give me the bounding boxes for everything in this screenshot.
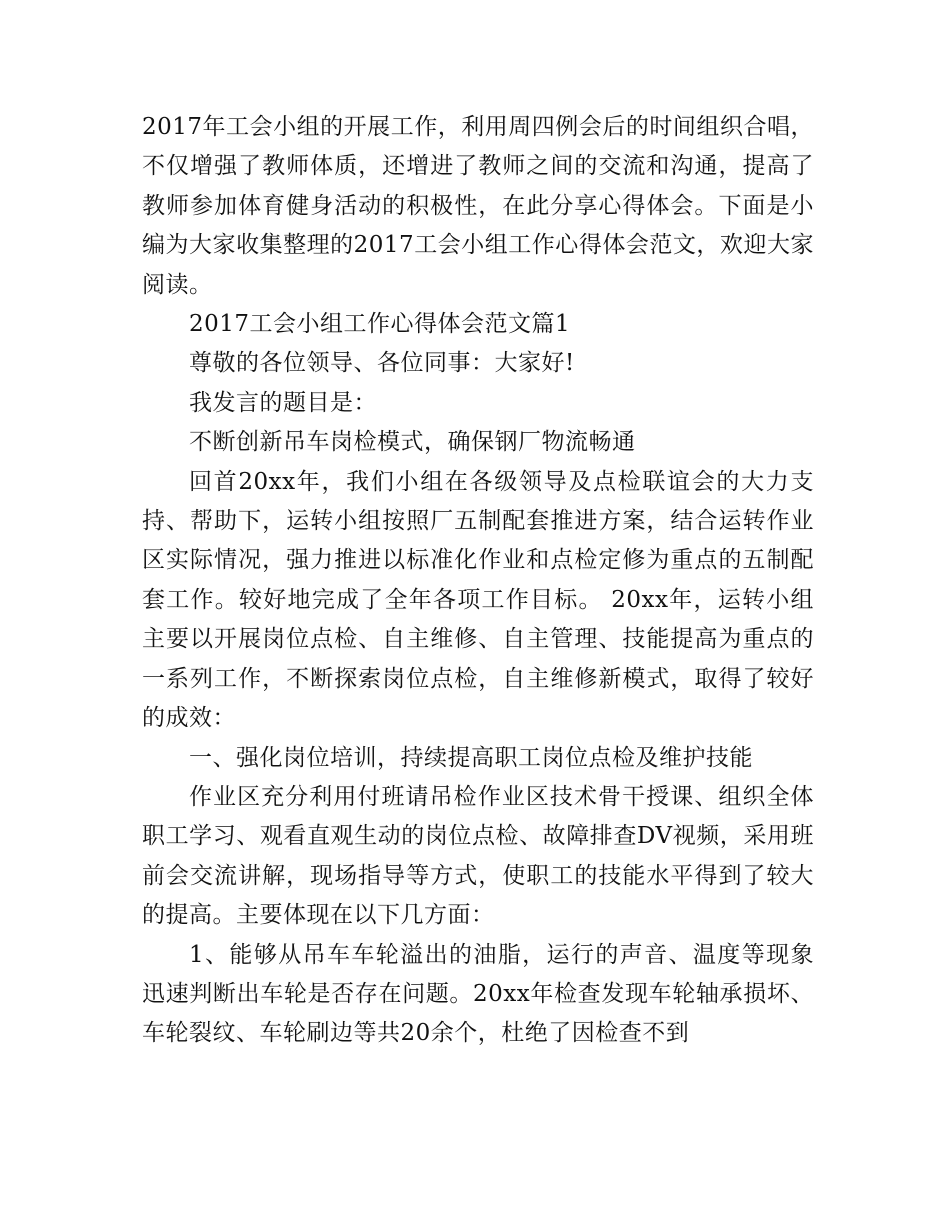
training-paragraph: 作业区充分利用付班请吊检作业区技术骨干授课、组织全体职工学习、观看直观生动的岗位点检、故障排查DV视频，采用班前会交流讲解，现场指导等方式，使职工的技能水平得到了较大的提高。主要体现在以下几方面：: [142, 783, 814, 929]
document-body: [142, 108, 814, 1054]
speech-title: 不断创新吊车岗检模式，确保钢厂物流畅通: [189, 429, 636, 456]
article-heading: 2017工会小组工作心得体会范文篇1: [189, 311, 571, 338]
list-item-1-paragraph: 1、能够从吊车车轮溢出的油脂，运行的声音、温度等现象迅速判断出车轮是否存在问题。20xx年检查发现车轮轴承损坏、车轮裂纹、车轮刷边等共20余个，杜绝了因检查不到: [142, 941, 814, 1047]
topic-intro-paragraph: 我发言的题目是：: [189, 389, 377, 416]
salutation-paragraph: 尊敬的各位领导、各位同事：大家好!: [189, 350, 575, 377]
section-heading-1: 一、强化岗位培训，持续提高职工岗位点检及维护技能: [189, 744, 753, 771]
intro-paragraph: 2017年工会小组的开展工作，利用周四例会后的时间组织合唱，不仅增强了教师体质，还增进了教师之间的交流和沟通，提高了教师参加体育健身活动的积极性，在此分享心得体会。下面是小编为大家收集整理的2017工会小组工作心得体会范文，欢迎大家阅读。: [142, 114, 814, 298]
review-paragraph: 回首20xx年，我们小组在各级领导及点检联谊会的大力支持、帮助下，运转小组按照厂五制配套推进方案，结合运转作业区实际情况，强力推进以标准化作业和点检定修为重点的五制配套工作。较好地完成了全年各项工作目标。 20xx年，运转小组主要以开展岗位点检、自主维修、自主管理、技能提高为重点的一系列工作，不断探索岗位点检，自主维修新模式，取得了较好的成效：: [142, 468, 814, 732]
